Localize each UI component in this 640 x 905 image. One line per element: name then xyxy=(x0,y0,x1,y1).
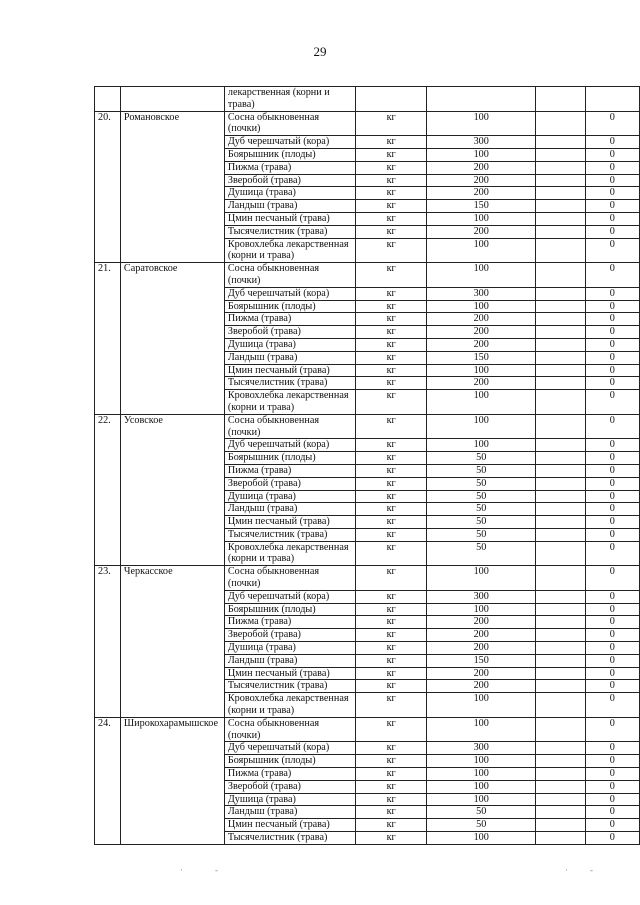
value-cell: 100 xyxy=(427,793,536,806)
zero-cell xyxy=(585,87,639,112)
value-cell: 100 xyxy=(427,768,536,781)
unit-cell: кг xyxy=(356,603,427,616)
value-cell: 50 xyxy=(427,541,536,566)
zero-cell: 0 xyxy=(585,516,639,529)
plant-harvest-table xyxy=(94,86,640,845)
empty-cell xyxy=(536,326,585,339)
unit-cell: кг xyxy=(356,477,427,490)
plant-name: Зверобой (трава) xyxy=(224,780,355,793)
zero-cell: 0 xyxy=(585,200,639,213)
empty-cell xyxy=(536,390,585,415)
plant-name: Душица (трава) xyxy=(224,338,355,351)
unit-cell: кг xyxy=(356,287,427,300)
zero-cell: 0 xyxy=(585,174,639,187)
plant-name: Тысячелистник (трава) xyxy=(224,528,355,541)
unit-cell: кг xyxy=(356,566,427,591)
plant-name: Зверобой (трава) xyxy=(224,326,355,339)
unit-cell: кг xyxy=(356,111,427,136)
unit-cell: кг xyxy=(356,212,427,225)
zero-cell: 0 xyxy=(585,806,639,819)
empty-cell xyxy=(536,439,585,452)
zero-cell: 0 xyxy=(585,680,639,693)
table-row xyxy=(95,87,640,112)
plant-name: Ландыш (трава) xyxy=(224,654,355,667)
page-number: 29 xyxy=(313,44,327,59)
district-name: Черкасское xyxy=(120,566,224,718)
row-number: 21. xyxy=(95,263,121,415)
value-cell: 300 xyxy=(427,742,536,755)
zero-cell: 0 xyxy=(585,477,639,490)
value-cell: 200 xyxy=(427,629,536,642)
plant-name: Ландыш (трава) xyxy=(224,503,355,516)
zero-cell: 0 xyxy=(585,616,639,629)
value-cell: 100 xyxy=(427,148,536,161)
empty-cell xyxy=(536,174,585,187)
empty-cell xyxy=(536,616,585,629)
zero-cell: 0 xyxy=(585,225,639,238)
unit-cell: кг xyxy=(356,377,427,390)
plant-name: Зверобой (трава) xyxy=(224,629,355,642)
value-cell: 100 xyxy=(427,439,536,452)
plant-name: Душица (трава) xyxy=(224,187,355,200)
empty-cell xyxy=(536,351,585,364)
empty-cell xyxy=(536,464,585,477)
district-name: Широкохарамышское xyxy=(120,717,224,844)
plant-name: Сосна обыкновенная (почки) xyxy=(224,566,355,591)
plant-name: Душица (трава) xyxy=(224,490,355,503)
plant-name: Боярышник (плоды) xyxy=(224,603,355,616)
unit-cell: кг xyxy=(356,148,427,161)
row-number: 22. xyxy=(95,414,121,566)
value-cell: 100 xyxy=(427,566,536,591)
district-name: Романовское xyxy=(120,111,224,263)
empty-cell xyxy=(536,755,585,768)
unit-cell: кг xyxy=(356,161,427,174)
value-cell: 200 xyxy=(427,616,536,629)
plant-name: Тысячелистник (трава) xyxy=(224,377,355,390)
plant-name: Зверобой (трава) xyxy=(224,477,355,490)
plant-name: Сосна обыкновенная (почки) xyxy=(224,717,355,742)
unit-cell: кг xyxy=(356,528,427,541)
unit-cell: кг xyxy=(356,654,427,667)
unit-cell: кг xyxy=(356,225,427,238)
unit-cell: кг xyxy=(356,364,427,377)
unit-cell: кг xyxy=(356,642,427,655)
zero-cell: 0 xyxy=(585,490,639,503)
plant-name: Дуб черешчатый (кора) xyxy=(224,590,355,603)
empty-cell xyxy=(536,212,585,225)
plant-name: Дуб черешчатый (кора) xyxy=(224,287,355,300)
empty-cell xyxy=(536,667,585,680)
unit-cell: кг xyxy=(356,439,427,452)
value-cell: 100 xyxy=(427,364,536,377)
value-cell: 100 xyxy=(427,693,536,718)
value-cell: 50 xyxy=(427,477,536,490)
value-cell: 150 xyxy=(427,200,536,213)
empty-cell xyxy=(536,566,585,591)
plant-name: Дуб черешчатый (кора) xyxy=(224,136,355,149)
zero-cell: 0 xyxy=(585,503,639,516)
plant-name: Зверобой (трава) xyxy=(224,174,355,187)
value-cell: 50 xyxy=(427,490,536,503)
unit-cell: кг xyxy=(356,780,427,793)
value-cell: 50 xyxy=(427,503,536,516)
plant-name: Ландыш (трава) xyxy=(224,806,355,819)
empty-cell xyxy=(536,819,585,832)
empty-cell xyxy=(536,832,585,845)
plant-name: Пижма (трава) xyxy=(224,161,355,174)
empty-cell xyxy=(536,528,585,541)
value-cell: 100 xyxy=(427,300,536,313)
zero-cell: 0 xyxy=(585,161,639,174)
value-cell: 100 xyxy=(427,390,536,415)
unit-cell: кг xyxy=(356,390,427,415)
plant-name: Боярышник (плоды) xyxy=(224,148,355,161)
plant-name: Кровохлебка лекарственная (корни и трава) xyxy=(224,541,355,566)
value-cell: 100 xyxy=(427,212,536,225)
value-cell: 100 xyxy=(427,755,536,768)
table-row xyxy=(95,566,640,591)
zero-cell: 0 xyxy=(585,187,639,200)
plant-name: Дуб черешчатый (кора) xyxy=(224,439,355,452)
zero-cell: 0 xyxy=(585,439,639,452)
value-cell: 200 xyxy=(427,326,536,339)
plant-name: Сосна обыкновенная (почки) xyxy=(224,414,355,439)
empty-cell xyxy=(536,680,585,693)
empty-cell xyxy=(536,187,585,200)
unit-cell: кг xyxy=(356,516,427,529)
value-cell: 50 xyxy=(427,819,536,832)
zero-cell: 0 xyxy=(585,136,639,149)
empty-cell xyxy=(536,200,585,213)
empty-cell xyxy=(536,590,585,603)
empty-cell xyxy=(536,654,585,667)
value-cell: 100 xyxy=(427,832,536,845)
empty-cell xyxy=(536,629,585,642)
value-cell: 50 xyxy=(427,806,536,819)
empty-cell xyxy=(536,263,585,288)
unit-cell: кг xyxy=(356,503,427,516)
unit-cell: кг xyxy=(356,819,427,832)
value-cell: 100 xyxy=(427,603,536,616)
plant-name: Ландыш (трава) xyxy=(224,351,355,364)
empty-cell xyxy=(536,338,585,351)
unit-cell: кг xyxy=(356,263,427,288)
plant-name: Боярышник (плоды) xyxy=(224,300,355,313)
value-cell: 200 xyxy=(427,338,536,351)
unit-cell: кг xyxy=(356,238,427,263)
value-cell: 200 xyxy=(427,680,536,693)
value-cell xyxy=(427,87,536,112)
unit-cell: кг xyxy=(356,464,427,477)
zero-cell: 0 xyxy=(585,414,639,439)
zero-cell: 0 xyxy=(585,693,639,718)
unit-cell: кг xyxy=(356,174,427,187)
empty-cell xyxy=(536,490,585,503)
zero-cell: 0 xyxy=(585,528,639,541)
zero-cell: 0 xyxy=(585,148,639,161)
zero-cell: 0 xyxy=(585,590,639,603)
empty-cell xyxy=(536,717,585,742)
zero-cell: 0 xyxy=(585,338,639,351)
value-cell: 300 xyxy=(427,287,536,300)
empty-cell xyxy=(536,780,585,793)
plant-name: Кровохлебка лекарственная (корни и трава) xyxy=(224,238,355,263)
value-cell: 200 xyxy=(427,642,536,655)
empty-cell xyxy=(536,603,585,616)
unit-cell: кг xyxy=(356,452,427,465)
empty-cell xyxy=(536,516,585,529)
unit-cell: кг xyxy=(356,680,427,693)
value-cell: 50 xyxy=(427,452,536,465)
plant-name: Тысячелистник (трава) xyxy=(224,225,355,238)
value-cell: 100 xyxy=(427,238,536,263)
value-cell: 200 xyxy=(427,174,536,187)
zero-cell: 0 xyxy=(585,464,639,477)
plant-name: Цмин песчаный (трава) xyxy=(224,667,355,680)
value-cell: 150 xyxy=(427,654,536,667)
empty-cell xyxy=(536,541,585,566)
zero-cell: 0 xyxy=(585,364,639,377)
unit-cell: кг xyxy=(356,717,427,742)
plant-name: Цмин песчаный (трава) xyxy=(224,212,355,225)
empty-cell xyxy=(536,414,585,439)
empty-cell xyxy=(536,161,585,174)
empty-cell xyxy=(536,111,585,136)
plant-name: Пижма (трава) xyxy=(224,768,355,781)
zero-cell: 0 xyxy=(585,768,639,781)
unit-cell: кг xyxy=(356,806,427,819)
unit-cell: кг xyxy=(356,541,427,566)
unit-cell: кг xyxy=(356,755,427,768)
unit-cell xyxy=(356,87,427,112)
zero-cell: 0 xyxy=(585,351,639,364)
value-cell: 100 xyxy=(427,780,536,793)
plant-name: Душица (трава) xyxy=(224,642,355,655)
empty-cell xyxy=(536,642,585,655)
value-cell: 200 xyxy=(427,161,536,174)
unit-cell: кг xyxy=(356,793,427,806)
district-name: Усовское xyxy=(120,414,224,566)
zero-cell: 0 xyxy=(585,313,639,326)
value-cell: 300 xyxy=(427,136,536,149)
zero-cell: 0 xyxy=(585,377,639,390)
empty-cell xyxy=(536,477,585,490)
value-cell: 100 xyxy=(427,263,536,288)
unit-cell: кг xyxy=(356,338,427,351)
table-row xyxy=(95,111,640,136)
row-number: 23. xyxy=(95,566,121,718)
unit-cell: кг xyxy=(356,300,427,313)
zero-cell: 0 xyxy=(585,629,639,642)
unit-cell: кг xyxy=(356,768,427,781)
zero-cell: 0 xyxy=(585,566,639,591)
unit-cell: кг xyxy=(356,590,427,603)
plant-name: Дуб черешчатый (кора) xyxy=(224,742,355,755)
empty-cell xyxy=(536,300,585,313)
zero-cell: 0 xyxy=(585,287,639,300)
value-cell: 50 xyxy=(427,516,536,529)
zero-cell: 0 xyxy=(585,755,639,768)
plant-name: Пижма (трава) xyxy=(224,464,355,477)
zero-cell: 0 xyxy=(585,452,639,465)
empty-cell xyxy=(536,793,585,806)
zero-cell: 0 xyxy=(585,780,639,793)
unit-cell: кг xyxy=(356,326,427,339)
value-cell: 100 xyxy=(427,717,536,742)
unit-cell: кг xyxy=(356,742,427,755)
zero-cell: 0 xyxy=(585,300,639,313)
unit-cell: кг xyxy=(356,187,427,200)
empty-cell xyxy=(536,287,585,300)
zero-cell: 0 xyxy=(585,667,639,680)
zero-cell: 0 xyxy=(585,717,639,742)
zero-cell: 0 xyxy=(585,111,639,136)
empty-cell xyxy=(536,452,585,465)
unit-cell: кг xyxy=(356,351,427,364)
unit-cell: кг xyxy=(356,693,427,718)
value-cell: 300 xyxy=(427,590,536,603)
district-name: Саратовское xyxy=(120,263,224,415)
value-cell: 200 xyxy=(427,187,536,200)
zero-cell: 0 xyxy=(585,642,639,655)
district-cell xyxy=(120,87,224,112)
plant-name: Боярышник (плоды) xyxy=(224,755,355,768)
plant-name: Тысячелистник (трава) xyxy=(224,680,355,693)
plant-name: Ландыш (трава) xyxy=(224,200,355,213)
zero-cell: 0 xyxy=(585,541,639,566)
empty-cell xyxy=(536,313,585,326)
empty-cell xyxy=(536,148,585,161)
empty-cell xyxy=(536,503,585,516)
empty-cell xyxy=(536,806,585,819)
zero-cell: 0 xyxy=(585,263,639,288)
plant-cell: лекарственная (корни и трава) xyxy=(224,87,355,112)
zero-cell: 0 xyxy=(585,793,639,806)
plant-name: Кровохлебка лекарственная (корни и трава) xyxy=(224,390,355,415)
table-row xyxy=(95,717,640,742)
empty-cell xyxy=(536,238,585,263)
empty-cell xyxy=(536,377,585,390)
zero-cell: 0 xyxy=(585,832,639,845)
value-cell: 200 xyxy=(427,377,536,390)
plant-name: Кровохлебка лекарственная (корни и трава) xyxy=(224,693,355,718)
zero-cell: 0 xyxy=(585,238,639,263)
plant-name: Душица (трава) xyxy=(224,793,355,806)
value-cell: 100 xyxy=(427,111,536,136)
empty-cell xyxy=(536,136,585,149)
value-cell: 200 xyxy=(427,667,536,680)
unit-cell: кг xyxy=(356,616,427,629)
value-cell: 200 xyxy=(427,225,536,238)
empty-cell xyxy=(536,742,585,755)
value-cell: 200 xyxy=(427,313,536,326)
unit-cell: кг xyxy=(356,832,427,845)
table-row xyxy=(95,414,640,439)
plant-name: Цмин песчаный (трава) xyxy=(224,516,355,529)
value-cell: 50 xyxy=(427,528,536,541)
row-number: 20. xyxy=(95,111,121,263)
zero-cell: 0 xyxy=(585,742,639,755)
unit-cell: кг xyxy=(356,313,427,326)
unit-cell: кг xyxy=(356,136,427,149)
plant-name: Пижма (трава) xyxy=(224,616,355,629)
plant-name: Пижма (трава) xyxy=(224,313,355,326)
empty-cell xyxy=(536,364,585,377)
zero-cell: 0 xyxy=(585,212,639,225)
empty-cell xyxy=(536,768,585,781)
zero-cell: 0 xyxy=(585,390,639,415)
zero-cell: 0 xyxy=(585,603,639,616)
empty-cell xyxy=(536,693,585,718)
number-cell xyxy=(95,87,121,112)
zero-cell: 0 xyxy=(585,819,639,832)
unit-cell: кг xyxy=(356,667,427,680)
value-cell: 150 xyxy=(427,351,536,364)
plant-name: Цмин песчаный (трава) xyxy=(224,364,355,377)
plant-name: Сосна обыкновенная (почки) xyxy=(224,263,355,288)
empty-cell xyxy=(536,225,585,238)
unit-cell: кг xyxy=(356,200,427,213)
plant-name: Боярышник (плоды) xyxy=(224,452,355,465)
value-cell: 100 xyxy=(427,414,536,439)
table-row xyxy=(95,263,640,288)
zero-cell: 0 xyxy=(585,326,639,339)
unit-cell: кг xyxy=(356,490,427,503)
plant-name: Сосна обыкновенная (почки) xyxy=(224,111,355,136)
unit-cell: кг xyxy=(356,629,427,642)
row-number: 24. xyxy=(95,717,121,844)
value-cell: 50 xyxy=(427,464,536,477)
zero-cell: 0 xyxy=(585,654,639,667)
plant-name: Тысячелистник (трава) xyxy=(224,832,355,845)
plant-name: Цмин песчаный (трава) xyxy=(224,819,355,832)
unit-cell: кг xyxy=(356,414,427,439)
empty-cell xyxy=(536,87,585,112)
